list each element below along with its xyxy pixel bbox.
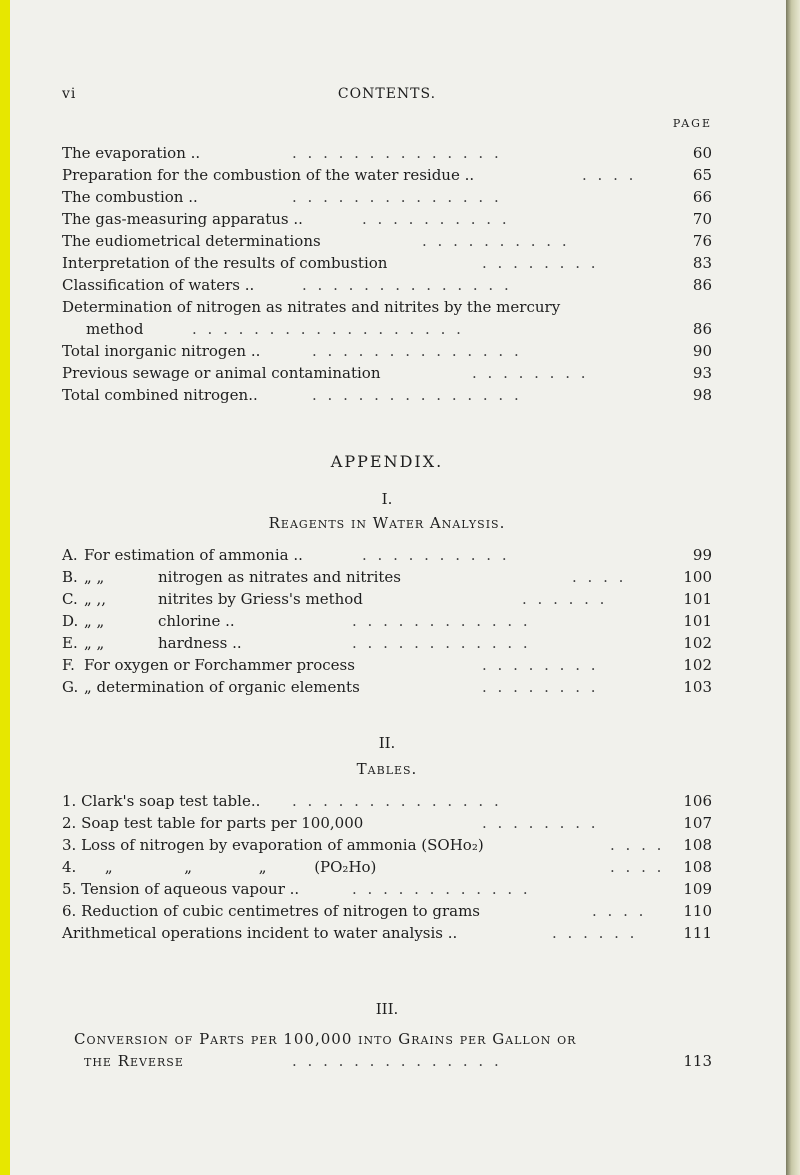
appendix-heading: APPENDIX.: [330, 452, 444, 471]
toc-entry: [62, 208, 712, 230]
entry-letter: C.: [62, 590, 78, 608]
entry-label: Conversion of Parts per 100,000 into Grains per Gallon or: [74, 1030, 577, 1048]
running-head: [62, 86, 712, 108]
entry-label: chlorine ..: [158, 612, 235, 630]
entry-page: 66: [692, 188, 712, 206]
toc-entry: [62, 230, 712, 252]
entry-page: 100: [683, 568, 712, 586]
entry-label: 2. Soap test table for parts per 100,000: [62, 814, 364, 832]
entry-label: 5. Tension of aqueous vapour ..: [62, 880, 300, 898]
entry-page: 108: [683, 836, 712, 854]
reagent-entry: [62, 588, 712, 610]
leader-dots: . . . . . . . .: [482, 254, 599, 272]
entry-page: 86: [692, 320, 712, 338]
entry-page: 113: [683, 1052, 712, 1070]
leader-dots: . . . . . .: [552, 924, 638, 942]
leader-dots: . . . . . . . .: [482, 656, 599, 674]
toc-entry: [62, 252, 712, 274]
entry-label: Classification of waters ..: [62, 276, 255, 294]
entry-label: Previous sewage or animal contamination: [62, 364, 381, 382]
ditto-marks: „ ,,: [84, 590, 107, 608]
reagent-entry: [62, 544, 712, 566]
entry-label: For estimation of ammonia ..: [84, 546, 303, 564]
table-entry: [62, 878, 712, 900]
entry-page: 109: [683, 880, 712, 898]
entry-page: 101: [683, 590, 712, 608]
entry-label: the Reverse: [84, 1052, 184, 1070]
section-title: Reagents in Water Analysis.: [268, 514, 506, 532]
entry-page: 98: [692, 386, 712, 404]
reagent-entry: [62, 632, 712, 654]
entry-page: 70: [692, 210, 712, 228]
entry-label: Interpretation of the results of combustion: [62, 254, 388, 272]
entry-page: 103: [683, 678, 712, 696]
entry-label: 1. Clark's soap test table..: [62, 792, 261, 810]
entry-label: method: [86, 320, 144, 338]
table-entry: [62, 856, 712, 878]
entry-page: 65: [692, 166, 712, 184]
leader-dots: . . . . . . . . . .: [422, 232, 570, 250]
table-entry: [62, 834, 712, 856]
leader-dots: . . . . . . . . . . . . . .: [292, 188, 502, 206]
leader-dots: . . . . . .: [522, 590, 608, 608]
entry-label: Preparation for the combustion of the water residue ..: [62, 166, 475, 184]
entry-label: 6. Reduction of cubic centimetres of nitrogen to grams: [62, 902, 480, 920]
reagent-entry: [62, 566, 712, 588]
leader-dots: . . . . . . . .: [482, 814, 599, 832]
entry-label: The combustion ..: [62, 188, 198, 206]
leader-dots: . . . .: [592, 902, 647, 920]
page-column-header: PAGE: [672, 117, 712, 130]
leader-dots: . . . .: [572, 568, 627, 586]
entry-page: 60: [692, 144, 712, 162]
ditto-marks: „ „: [84, 612, 105, 630]
leader-dots: . . . . . . . . . .: [362, 546, 510, 564]
reagent-entry: [62, 676, 712, 698]
entry-label: The gas-measuring apparatus ..: [62, 210, 303, 228]
entry-label: Total inorganic nitrogen ..: [62, 342, 261, 360]
entry-page: 90: [692, 342, 712, 360]
page-edge-right: [786, 0, 800, 1175]
reagent-entry: [62, 654, 712, 676]
leader-dots: . . . . . . . . . .: [362, 210, 510, 228]
entry-label: Arithmetical operations incident to water analysis ..: [62, 924, 458, 942]
entry-label: Total combined nitrogen..: [62, 386, 258, 404]
section-numeral: III.: [375, 1000, 399, 1018]
toc-entry: [62, 384, 712, 406]
table-entry: [62, 900, 712, 922]
entry-page: 99: [692, 546, 712, 564]
entry-label: nitrites by Griess's method: [158, 590, 363, 608]
entry-page: 93: [692, 364, 712, 382]
leader-dots: . . . . . . . . . . . .: [352, 612, 531, 630]
ditto-marks: „ „: [84, 634, 105, 652]
entry-label: For oxygen or Forchammer process: [84, 656, 355, 674]
leader-dots: . . . . . . . . . . . . . . . . . .: [192, 320, 464, 338]
toc-entry: [62, 296, 712, 318]
entry-label: The eudiometrical determinations: [62, 232, 321, 250]
leader-dots: . . . .: [610, 858, 665, 876]
entry-page: 110: [683, 902, 712, 920]
toc-entry: [62, 142, 712, 164]
table-entry: [62, 812, 712, 834]
conversion-entry-line1: [62, 1028, 712, 1050]
table-entry: [62, 790, 712, 812]
entry-page: 101: [683, 612, 712, 630]
entry-letter: A.: [62, 546, 78, 564]
leader-dots: . . . . . . . . . . . . . .: [292, 1052, 502, 1070]
entry-page: 107: [683, 814, 712, 832]
entry-page: 76: [692, 232, 712, 250]
entry-letter: F.: [62, 656, 75, 674]
leader-dots: . . . .: [582, 166, 637, 184]
section-numeral: II.: [378, 734, 396, 752]
section-numeral: I.: [381, 490, 393, 508]
leader-dots: . . . . . . . . . . . . . .: [292, 144, 502, 162]
reagent-entry: [62, 610, 712, 632]
leader-dots: . . . . . . . . . . . . . .: [302, 276, 512, 294]
leader-dots: . . . . . . . .: [472, 364, 589, 382]
page-edge-left: [0, 0, 10, 1175]
table-entry: [62, 922, 712, 944]
entry-letter: D.: [62, 612, 79, 630]
leader-dots: . . . . . . . . . . . . . .: [292, 792, 502, 810]
page-number: vi: [62, 86, 77, 102]
leader-dots: . . . .: [610, 836, 665, 854]
entry-page: 83: [692, 254, 712, 272]
entry-page: 102: [683, 634, 712, 652]
page-title: CONTENTS.: [337, 86, 437, 102]
toc-entry: [62, 186, 712, 208]
section-title: Tables.: [356, 760, 418, 778]
entry-label: „ determination of organic elements: [84, 678, 360, 696]
leader-dots: . . . . . . . . . . . .: [352, 880, 531, 898]
entry-page: 102: [683, 656, 712, 674]
entry-letter: B.: [62, 568, 78, 586]
entry-label: hardness ..: [158, 634, 242, 652]
entry-label: 4. „ „ „ (PO₂Ho): [62, 858, 377, 876]
entry-label: Determination of nitrogen as nitrates and nitrites by the mercury: [62, 298, 561, 316]
toc-entry: [62, 164, 712, 186]
toc-entry: [62, 362, 712, 384]
leader-dots: . . . . . . . . . . . . . .: [312, 386, 522, 404]
entry-letter: E.: [62, 634, 78, 652]
contents-page: [62, 0, 712, 1175]
toc-entry: [62, 318, 712, 340]
ditto-marks: „ „: [84, 568, 105, 586]
entry-page: 106: [683, 792, 712, 810]
toc-entry: [62, 274, 712, 296]
entry-page: 108: [683, 858, 712, 876]
entry-label: nitrogen as nitrates and nitrites: [158, 568, 402, 586]
toc-entry: [62, 340, 712, 362]
entry-label: 3. Loss of nitrogen by evaporation of ammonia (SOHo₂): [62, 836, 484, 854]
entry-page: 111: [683, 924, 712, 942]
leader-dots: . . . . . . . .: [482, 678, 599, 696]
leader-dots: . . . . . . . . . . . .: [352, 634, 531, 652]
entry-label: The evaporation ..: [62, 144, 201, 162]
entry-letter: G.: [62, 678, 79, 696]
entry-page: 86: [692, 276, 712, 294]
leader-dots: . . . . . . . . . . . . . .: [312, 342, 522, 360]
conversion-entry-line2: [62, 1050, 712, 1072]
